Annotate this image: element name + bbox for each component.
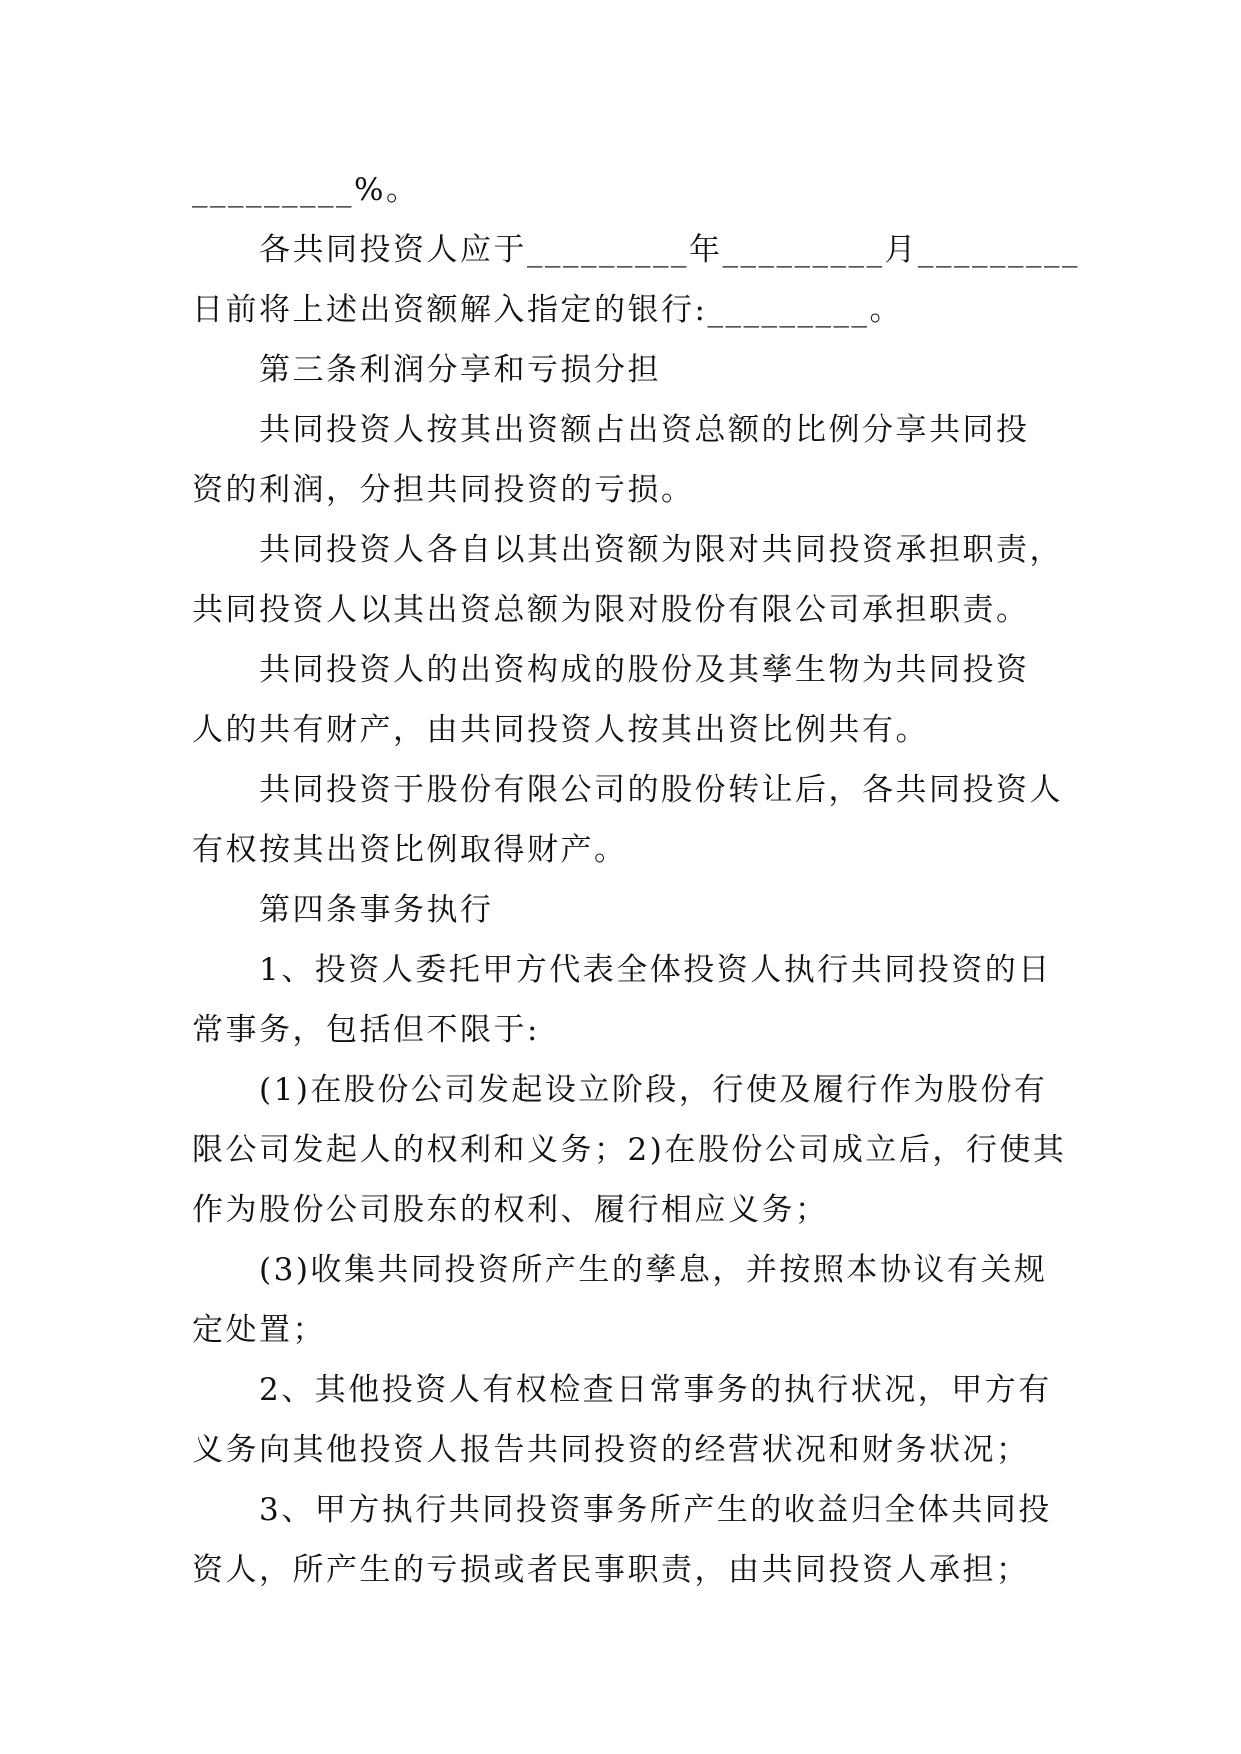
text-line-11: 共同投资于股份有限公司的股份转让后，各共同投资人: [259, 772, 1063, 808]
text-line-21: 2、其他投资人有权检查日常事务的执行状况，甲方有: [259, 1372, 1052, 1408]
text-line-19: (3)收集共同投资所产生的孳息，并按照本协议有关规: [259, 1252, 1048, 1288]
text-line-12: 有权按其出资比例取得财产。: [192, 832, 628, 868]
section-heading-article-3: 第三条利润分享和亏损分担: [259, 352, 661, 388]
text-line-22: 义务向其他投资人报告共同投资的经营状况和财务状况；: [192, 1432, 1030, 1468]
text-line-23: 3、甲方执行共同投资事务所产生的收益归全体共同投: [259, 1492, 1052, 1528]
section-heading-article-4: 第四条事务执行: [259, 892, 494, 928]
text-line-6: 资的利润，分担共同投资的亏损。: [192, 472, 695, 508]
text-line-7: 共同投资人各自以其出资额为限对共同投资承担职责，: [259, 532, 1063, 568]
text-line-16: (1)在股份公司发起设立阶段，行使及履行作为股份有: [259, 1072, 1048, 1108]
text-line-24: 资人，所产生的亏损或者民事职责，由共同投资人承担；: [192, 1552, 1030, 1588]
text-line-15: 常事务，包括但不限于:: [192, 1012, 540, 1048]
text-line-20: 定处置；: [192, 1312, 326, 1348]
text-line-5: 共同投资人按其出资额占出资总额的比例分享共同投: [259, 412, 1030, 448]
text-line-18: 作为股份公司股东的权利、履行相应义务；: [192, 1192, 829, 1228]
text-line-3: 日前将上述出资额解入指定的银行:_________。: [192, 292, 903, 328]
text-line-10: 人的共有财产，由共同投资人按其出资比例共有。: [192, 712, 929, 748]
text-line-17: 限公司发起人的权利和义务；2)在股份公司成立后，行使其: [192, 1132, 1067, 1168]
text-line-8: 共同投资人以其出资总额为限对股份有限公司承担职责。: [192, 592, 1030, 628]
text-line-1: _________%。: [192, 172, 420, 208]
text-line-9: 共同投资人的出资构成的股份及其孳生物为共同投资: [259, 652, 1030, 688]
text-line-14: 1、投资人委托甲方代表全体投资人执行共同投资的日: [259, 952, 1052, 988]
body-text: [192, 160, 1080, 1600]
text-line-2: 各共同投资人应于_________年_________月_________: [259, 232, 1080, 268]
